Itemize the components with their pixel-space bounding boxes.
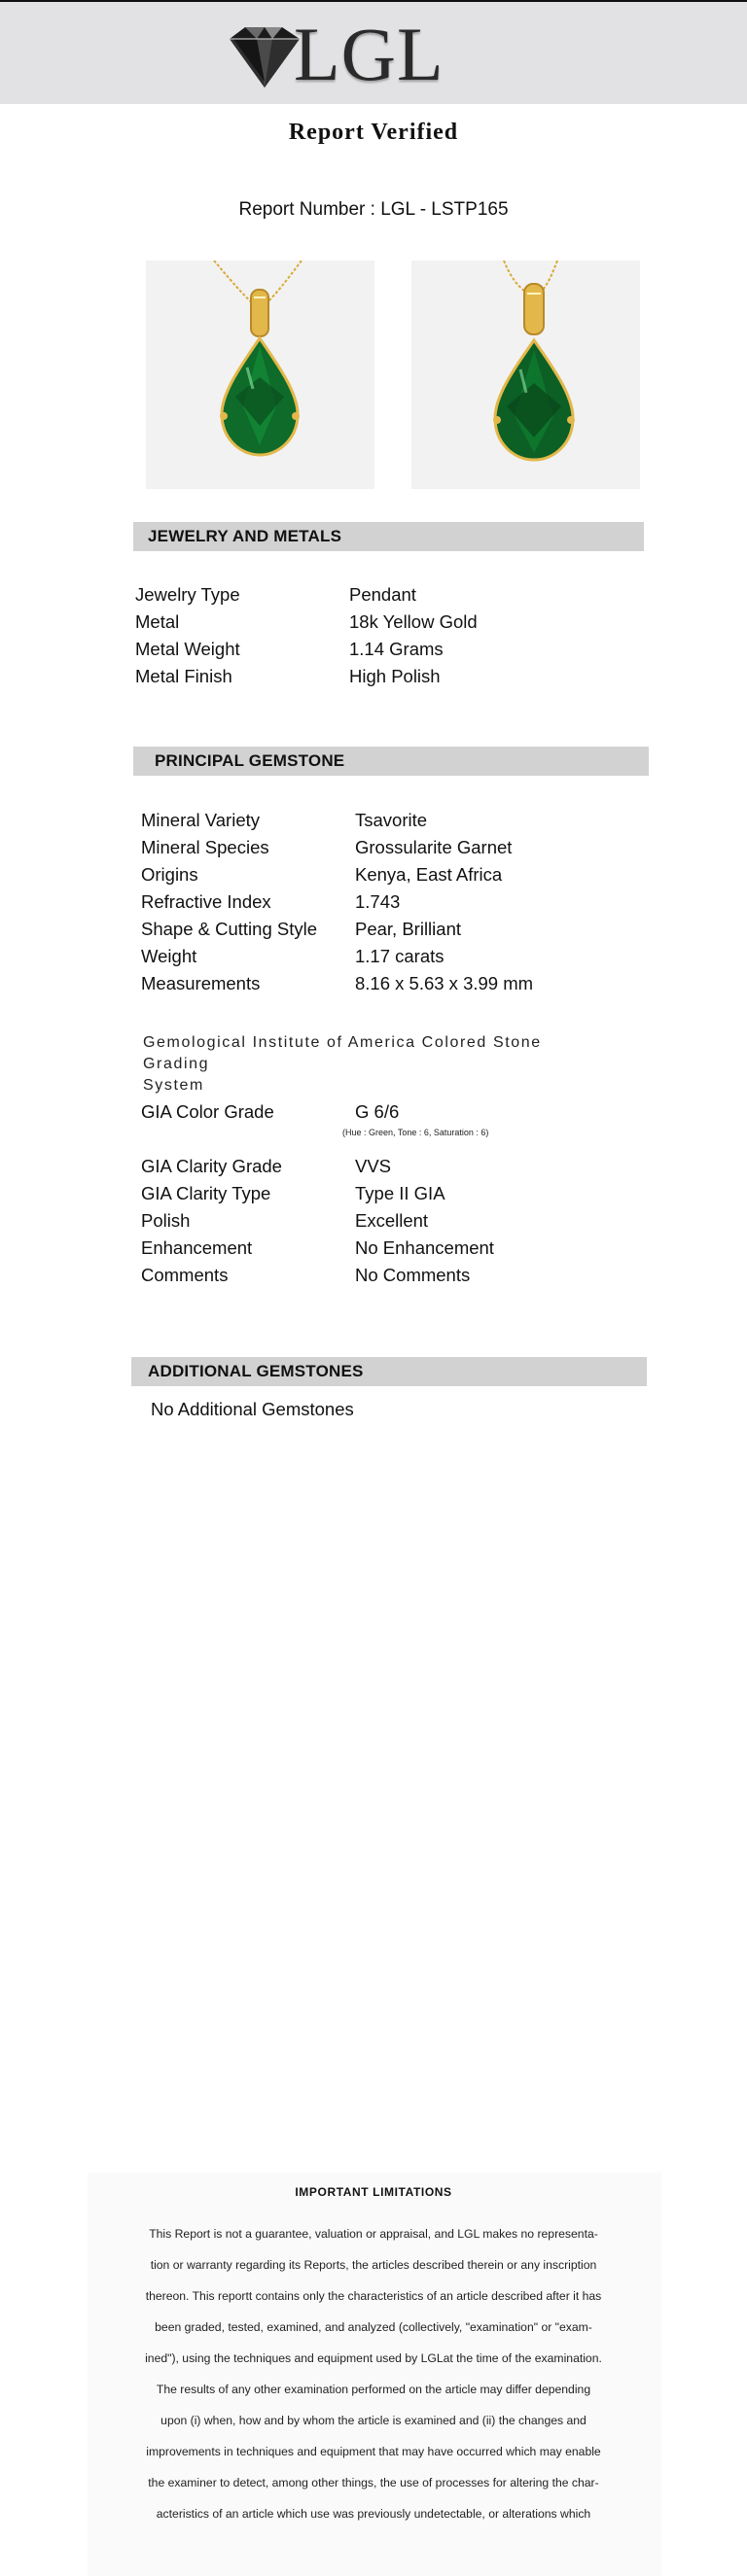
detail-value: 8.16 x 5.63 x 3.99 mm <box>355 973 534 993</box>
detail-value: No Enhancement <box>355 1237 494 1258</box>
section-heading: PRINCIPAL GEMSTONE <box>155 751 345 770</box>
lgl-logo[interactable] <box>224 12 477 97</box>
detail-label: Refractive Index <box>141 891 271 912</box>
detail-value: 1.17 carats <box>355 946 445 966</box>
detail-value: G 6/6 <box>355 1101 400 1122</box>
detail-row <box>141 834 647 861</box>
gia-color-grade <box>141 1098 647 1126</box>
limitations-line: upon (i) when, how and by whom the article is examined and (ii) the changes and <box>160 2414 587 2427</box>
limitations-line: acteristics of an article which use was previously undetectable, or alterations which <box>156 2507 591 2521</box>
limitations-line: improvements in techniques and equipment that may have occurred which may enable <box>146 2445 601 2458</box>
pendant-front-image <box>146 261 374 489</box>
detail-row <box>141 1153 647 1180</box>
section-heading: ADDITIONAL GEMSTONES <box>148 1362 364 1380</box>
detail-value: Pendant <box>349 584 416 605</box>
detail-row <box>141 888 647 916</box>
detail-value: Kenya, East Africa <box>355 864 503 885</box>
detail-label: Enhancement <box>141 1237 253 1258</box>
no-additional-gemstones: No Additional Gemstones <box>151 1399 354 1419</box>
detail-label: Mineral Variety <box>141 810 261 830</box>
pendant-photo-front <box>146 261 374 489</box>
section-jewelry-and-metals <box>133 522 644 551</box>
limitations-title: IMPORTANT LIMITATIONS <box>295 2185 452 2199</box>
limitations-line: thereon. This reportt contains only the characteristics of an article described after it has <box>145 2289 602 2303</box>
detail-value: Tsavorite <box>355 810 428 830</box>
detail-value: 1.743 <box>355 891 401 912</box>
logo-text: LGL <box>294 12 445 96</box>
detail-value: Type II GIA <box>355 1183 445 1203</box>
gia-grade-details <box>141 1153 647 1289</box>
detail-value: VVS <box>355 1156 392 1176</box>
section-principal-gemstone <box>133 747 649 776</box>
limitations-line: the examiner to detect, among other things, the use of processes for altering the char- <box>148 2476 599 2489</box>
detail-value: Grossularite Garnet <box>355 837 513 857</box>
detail-label: Polish <box>141 1210 191 1231</box>
detail-label: Measurements <box>141 973 261 993</box>
detail-label: Weight <box>141 946 197 966</box>
detail-label: GIA Clarity Grade <box>141 1156 282 1176</box>
detail-row <box>141 970 647 997</box>
limitations-line: been graded, tested, examined, and analyzed (collectively, "examination" or "exam- <box>155 2320 592 2334</box>
limitations-line: ined"), using the techniques and equipment used by LGLat the time of the examination. <box>145 2351 602 2365</box>
pendant-angled-image <box>411 261 640 489</box>
detail-value: 1.14 Grams <box>349 639 444 659</box>
gemstone-details <box>141 807 647 997</box>
detail-row <box>141 916 647 943</box>
header-bar <box>0 0 747 104</box>
section-heading: JEWELRY AND METALS <box>148 527 342 545</box>
detail-row <box>141 1180 647 1207</box>
detail-label: Shape & Cutting Style <box>141 919 317 939</box>
detail-label: GIA Clarity Type <box>141 1183 271 1203</box>
pendant-photo-angled <box>411 261 640 489</box>
page-title: Report Verified <box>288 120 459 145</box>
jewelry-details <box>135 581 641 690</box>
detail-row <box>141 1235 647 1262</box>
limitations-line: The results of any other examination performed on the article may differ depending <box>156 2383 591 2396</box>
detail-row <box>141 1098 647 1126</box>
detail-value: 18k Yellow Gold <box>349 611 478 632</box>
section-additional-gemstones <box>131 1357 647 1386</box>
detail-label: Metal Weight <box>135 639 240 659</box>
detail-label: Metal Finish <box>135 666 232 686</box>
detail-row <box>135 581 641 609</box>
color-grade-note: (Hue : Green, Tone : 6, Saturation : 6) <box>342 1128 489 1137</box>
detail-row <box>135 636 641 663</box>
detail-label: Comments <box>141 1265 229 1285</box>
detail-row <box>135 663 641 690</box>
report-number: Report Number : LGL - LSTP165 <box>238 199 509 220</box>
limitations-line: This Report is not a guarantee, valuation or appraisal, and LGL makes no representa- <box>149 2227 598 2241</box>
detail-label: Origins <box>141 864 198 885</box>
detail-value: High Polish <box>349 666 441 686</box>
detail-row <box>135 609 641 636</box>
detail-label: Metal <box>135 611 180 632</box>
detail-row <box>141 1262 647 1289</box>
detail-value: No Comments <box>355 1265 471 1285</box>
detail-row <box>141 1207 647 1235</box>
detail-row <box>141 807 647 834</box>
gia-grading-system-heading <box>143 1032 600 1097</box>
gia-heading-line: System <box>143 1077 204 1094</box>
detail-label: Jewelry Type <box>135 584 240 605</box>
detail-row <box>141 861 647 888</box>
detail-label: Mineral Species <box>141 837 269 857</box>
limitations-text <box>105 2218 642 2529</box>
diamond-logo-icon <box>224 23 303 91</box>
detail-value: Pear, Brilliant <box>355 919 461 939</box>
limitations-line: tion or warranty regarding its Reports, the articles described therein or any inscription <box>150 2258 597 2272</box>
detail-row <box>141 943 647 970</box>
gia-heading-line: Gemological Institute of America Colored Stone Grading <box>143 1034 542 1072</box>
detail-value: Excellent <box>355 1210 429 1231</box>
detail-label: GIA Color Grade <box>141 1101 274 1122</box>
